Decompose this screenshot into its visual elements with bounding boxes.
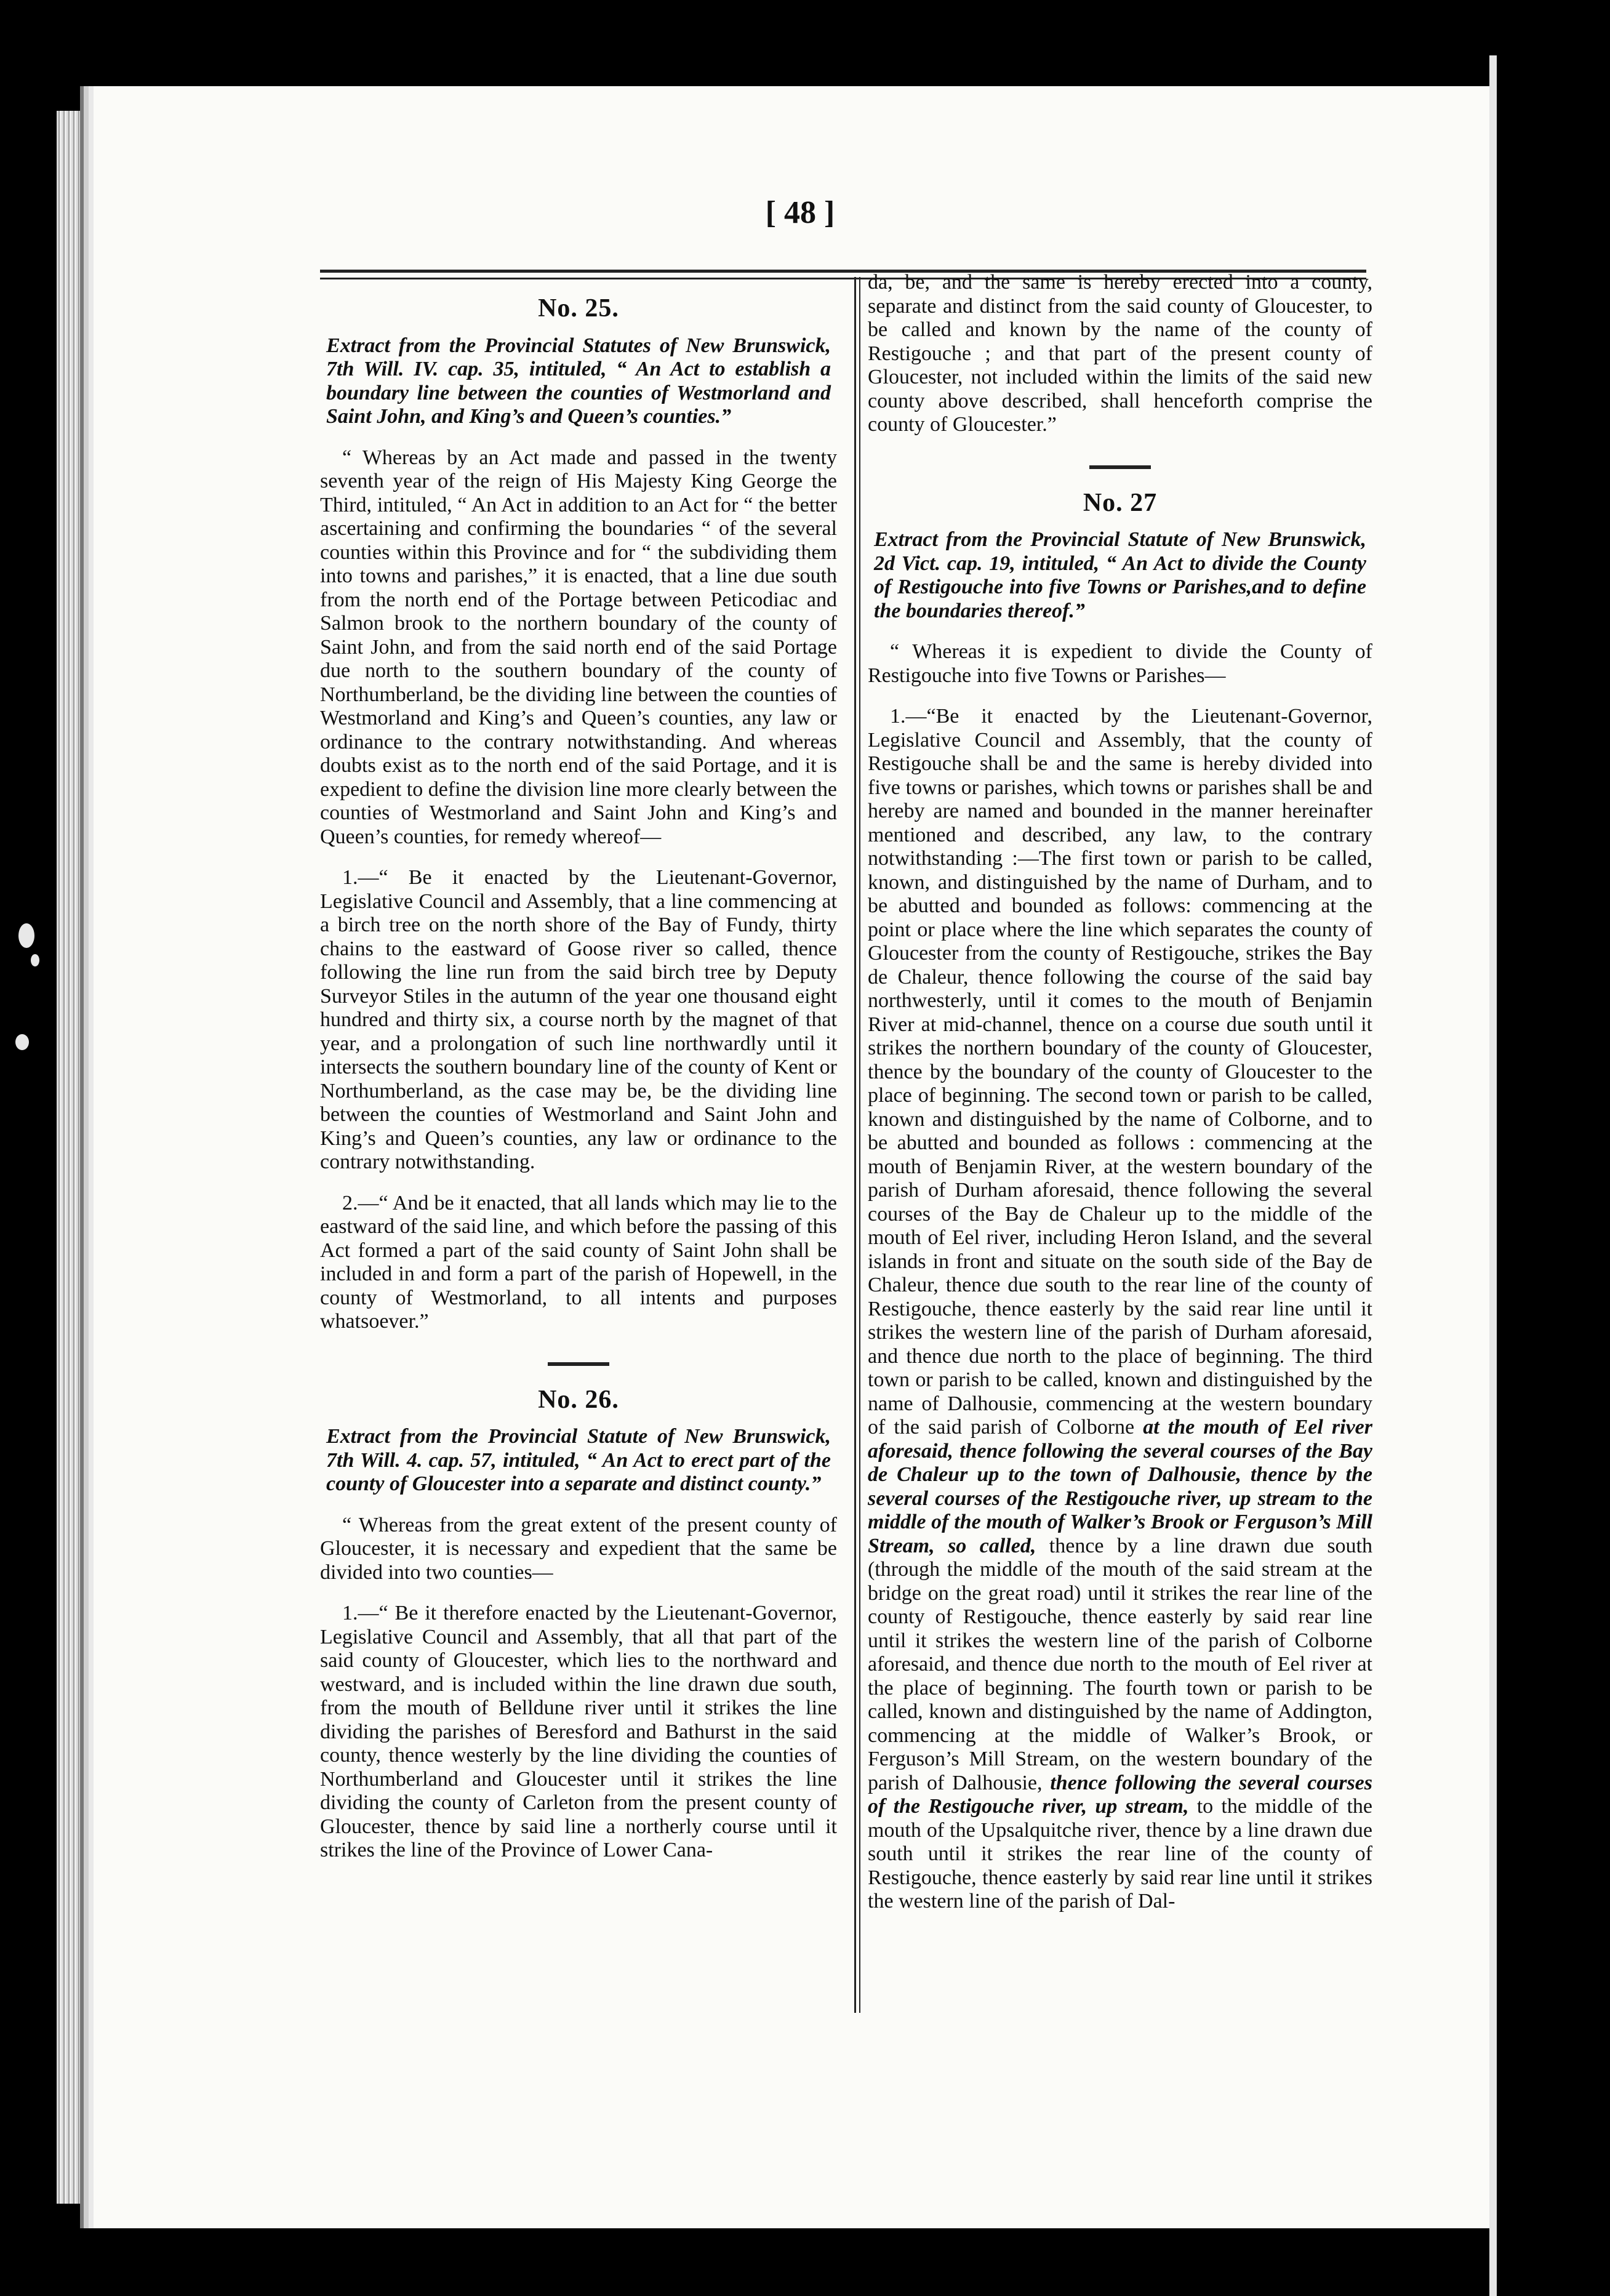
no26-continued: da, be, and the same is hereby erected into a county, separate and distinct from the said county of Gloucester, to be called and known by the name of the county of Restigouche ; and that part of the present county of Gloucester, not included within the limits of the said new county above described, shall henceforth comprise the county of Gloucester.”: [868, 271, 1372, 436]
section1-no27-italic2: thence following the several courses of the Restigouche river, up stream,: [868, 1771, 1372, 1818]
facing-page-edge: [1489, 55, 1610, 2296]
column-divider: [854, 277, 860, 2013]
extract-title-no25: Extract from the Provincial Statutes of New Brunswick, 7th Will. IV. cap. 35, intituled, “ An Act to establish a boundary line between the counties of Westmorland and Saint John, and King’s and Queen’s counties.”: [326, 334, 831, 428]
section1-no27-part3: to the middle of the mouth of the Upsalquitche river, thence by a line drawn due south until it strikes the rear line of the county of Restigouche, thence easterly by said rear line until it strikes the western line of the parish of Dal-: [868, 1795, 1373, 1913]
section1-no27: [868, 705, 1372, 1914]
extract-title-no26: Extract from the Provincial Statute of New Brunswick, 7th Will. 4. cap. 57, intituled, “ An Act to erect part of the county of Gloucester into a separate and distinct county.”: [326, 1425, 831, 1495]
page-number: [ 48 ]: [765, 195, 835, 230]
left-column: [320, 288, 837, 1880]
right-column: [868, 271, 1372, 1931]
section-heading-no27: No. 27: [1083, 488, 1158, 517]
margin-specks: [12, 911, 49, 1071]
section1-no26: 1.—“ Be it therefore enacted by the Lieutenant-Governor, Legislative Council and Assembly, that all that part of the said county of Gloucester, which lies to the northward and westward, and is included within the line drawn due south, from the mouth of Belldune river until it strikes the line dividing the parishes of Beresford and Bathurst in the said county, thence westerly by the line dividing the counties of Northumberland and Gloucester until it strikes the line dividing the county of Carleton from the present county of Gloucester, thence by said line a northerly course until it strikes the line of the Province of Lower Cana-: [320, 1602, 837, 1861]
section1-no25: 1.—“ Be it enacted by the Lieutenant-Governor, Legislative Council and Assembly, that a line commencing at a birch tree on the north shore of the Bay of Fundy, thirty chains to the eastward of Goose river so called, thence following the line run from the said birch tree by Deputy Surveyor Stiles in the autumn of the year one thousand eight hundred and thirty six, a course north by the magnet of that year, and a prolongation of such line northwardly until it intersects the southern boundary line of the county of Kent or Northumberland, as the case may be, be the dividing line between the counties of Westmorland and Saint John and King’s and Queen’s counties, any law or ordinance to the contrary notwithstanding.: [320, 866, 837, 1173]
extract-title-no27: Extract from the Provincial Statute of New Brunswick, 2d Vict. cap. 19, intituled, “ An Act to divide the County of Restigouche into five Towns or Parishes,and to define the boundaries thereof.”: [874, 528, 1366, 622]
section2-no25: 2.—“ And be it enacted, that all lands which may lie to the eastward of the said line, and which before the passing of this Act formed a part of the said county of Saint John shall be included in and form a part of the parish of Hopewell, in the county of Westmorland, to all intents and purposes whatsoever.”: [320, 1191, 837, 1333]
preamble-no26: “ Whereas from the great extent of the present county of Gloucester, it is necessary and expedient that the same be divided into two counties—: [320, 1513, 837, 1584]
preamble-no27: “ Whereas it is expedient to divide the County of Restigouche into five Towns or Parishes—: [868, 640, 1372, 687]
section1-no27-part2: thence by a line drawn due south (through the middle of the mouth of the said stream at the bridge on the great road) until it strikes the rear line of the county of Restigouche, thence easterly by said rear line until it strikes the western line of the parish of Colborne aforesaid, and thence due north to the mouth of Eel river at the place of beginning. The fourth town or parish to be called, known and distinguished by the name of Addington, commencing at the middle of Walker’s Brook, or Ferguson’s Mill Stream, on the western boundary of the parish of Dalhousie,: [868, 1534, 1372, 1794]
preamble-no25: “ Whereas by an Act made and passed in the twenty seventh year of the reign of His Majesty King George the Third, intituled, “ An Act in addition to an Act for “ the better ascertaining and confirming the boundaries “ of the several counties within this Province and for “ the subdividing them into towns and parishes,” it is enacted, that a line due south from the north end of the Portage between Peticodiac and Salmon brook to the northern boundary of the county of Saint John, and from the said north end of the said Portage due north to the southern boundary of the county of Northumberland, be the dividing line between the counties of Westmorland and King’s and Queen’s counties, any law or ordinance to the contrary notwithstanding. And whereas doubts exist as to the north end of the said Portage, and it is expedient to define the division line more clearly between the counties of Westmorland and Saint John and King’s and Queen’s counties, for remedy whereof—: [320, 446, 837, 848]
section-separator: [548, 1362, 609, 1366]
section-heading-no25: No. 25.: [538, 294, 619, 323]
section-separator: [1089, 465, 1151, 469]
section1-no27-italic1: at the mouth of Eel river aforesaid, thence following the several courses of the Bay de Chaleur up to the town of Dalhousie, thence by the several courses of the Restigouche river, up stream to the middle of the mouth of Walker’s Brook or Ferguson’s Mill Stream, so called,: [868, 1416, 1373, 1557]
page-edge-stack: [57, 111, 81, 2204]
section-heading-no26: No. 26.: [538, 1385, 619, 1414]
section1-no27-part1: 1.—“Be it enacted by the Lieutenant-Governor, Legislative Council and Assembly, that the county of Restigouche shall be and the same is hereby divided into five towns or parishes, which towns or parishes shall be and hereby are named and bounded in the manner hereinafter mentioned and described, any law, to the contrary notwithstanding :—The first town or parish to be called, known, and distinguished by the name of Durham, and to be abutted and bounded as follows: commencing at the point or place where the line which separates the county of Gloucester from the county of Restigouche, strikes the Bay de Chaleur, thence following the course of the said bay northwesterly, until it comes to the mouth of Benjamin River at mid-channel, thence on a course due south until it strikes the northern boundary of the county of Gloucester, thence by the boundary of the county of Gloucester to the place of beginning. The second town or parish to be called, known and distinguished by the name of Colborne, and to be abutted and bounded as follows : commencing at the mouth of Benjamin River, at the western boundary of the parish of Durham aforesaid, thence following the several courses of the Bay de Chaleur up to the middle of the mouth of Eel river, including Heron Island, and the several islands in front and situate on the south side of the Bay de Chaleur, thence due south to the rear line of the county of Restigouche, thence easterly by the said rear line until it strikes the western line of the parish of Durham aforesaid, and thence due north to the place of beginning. The third town or parish to be called, known and distinguished by the name of Dalhousie, commencing at the western boundary of the said parish of Colborne: [868, 705, 1372, 1439]
